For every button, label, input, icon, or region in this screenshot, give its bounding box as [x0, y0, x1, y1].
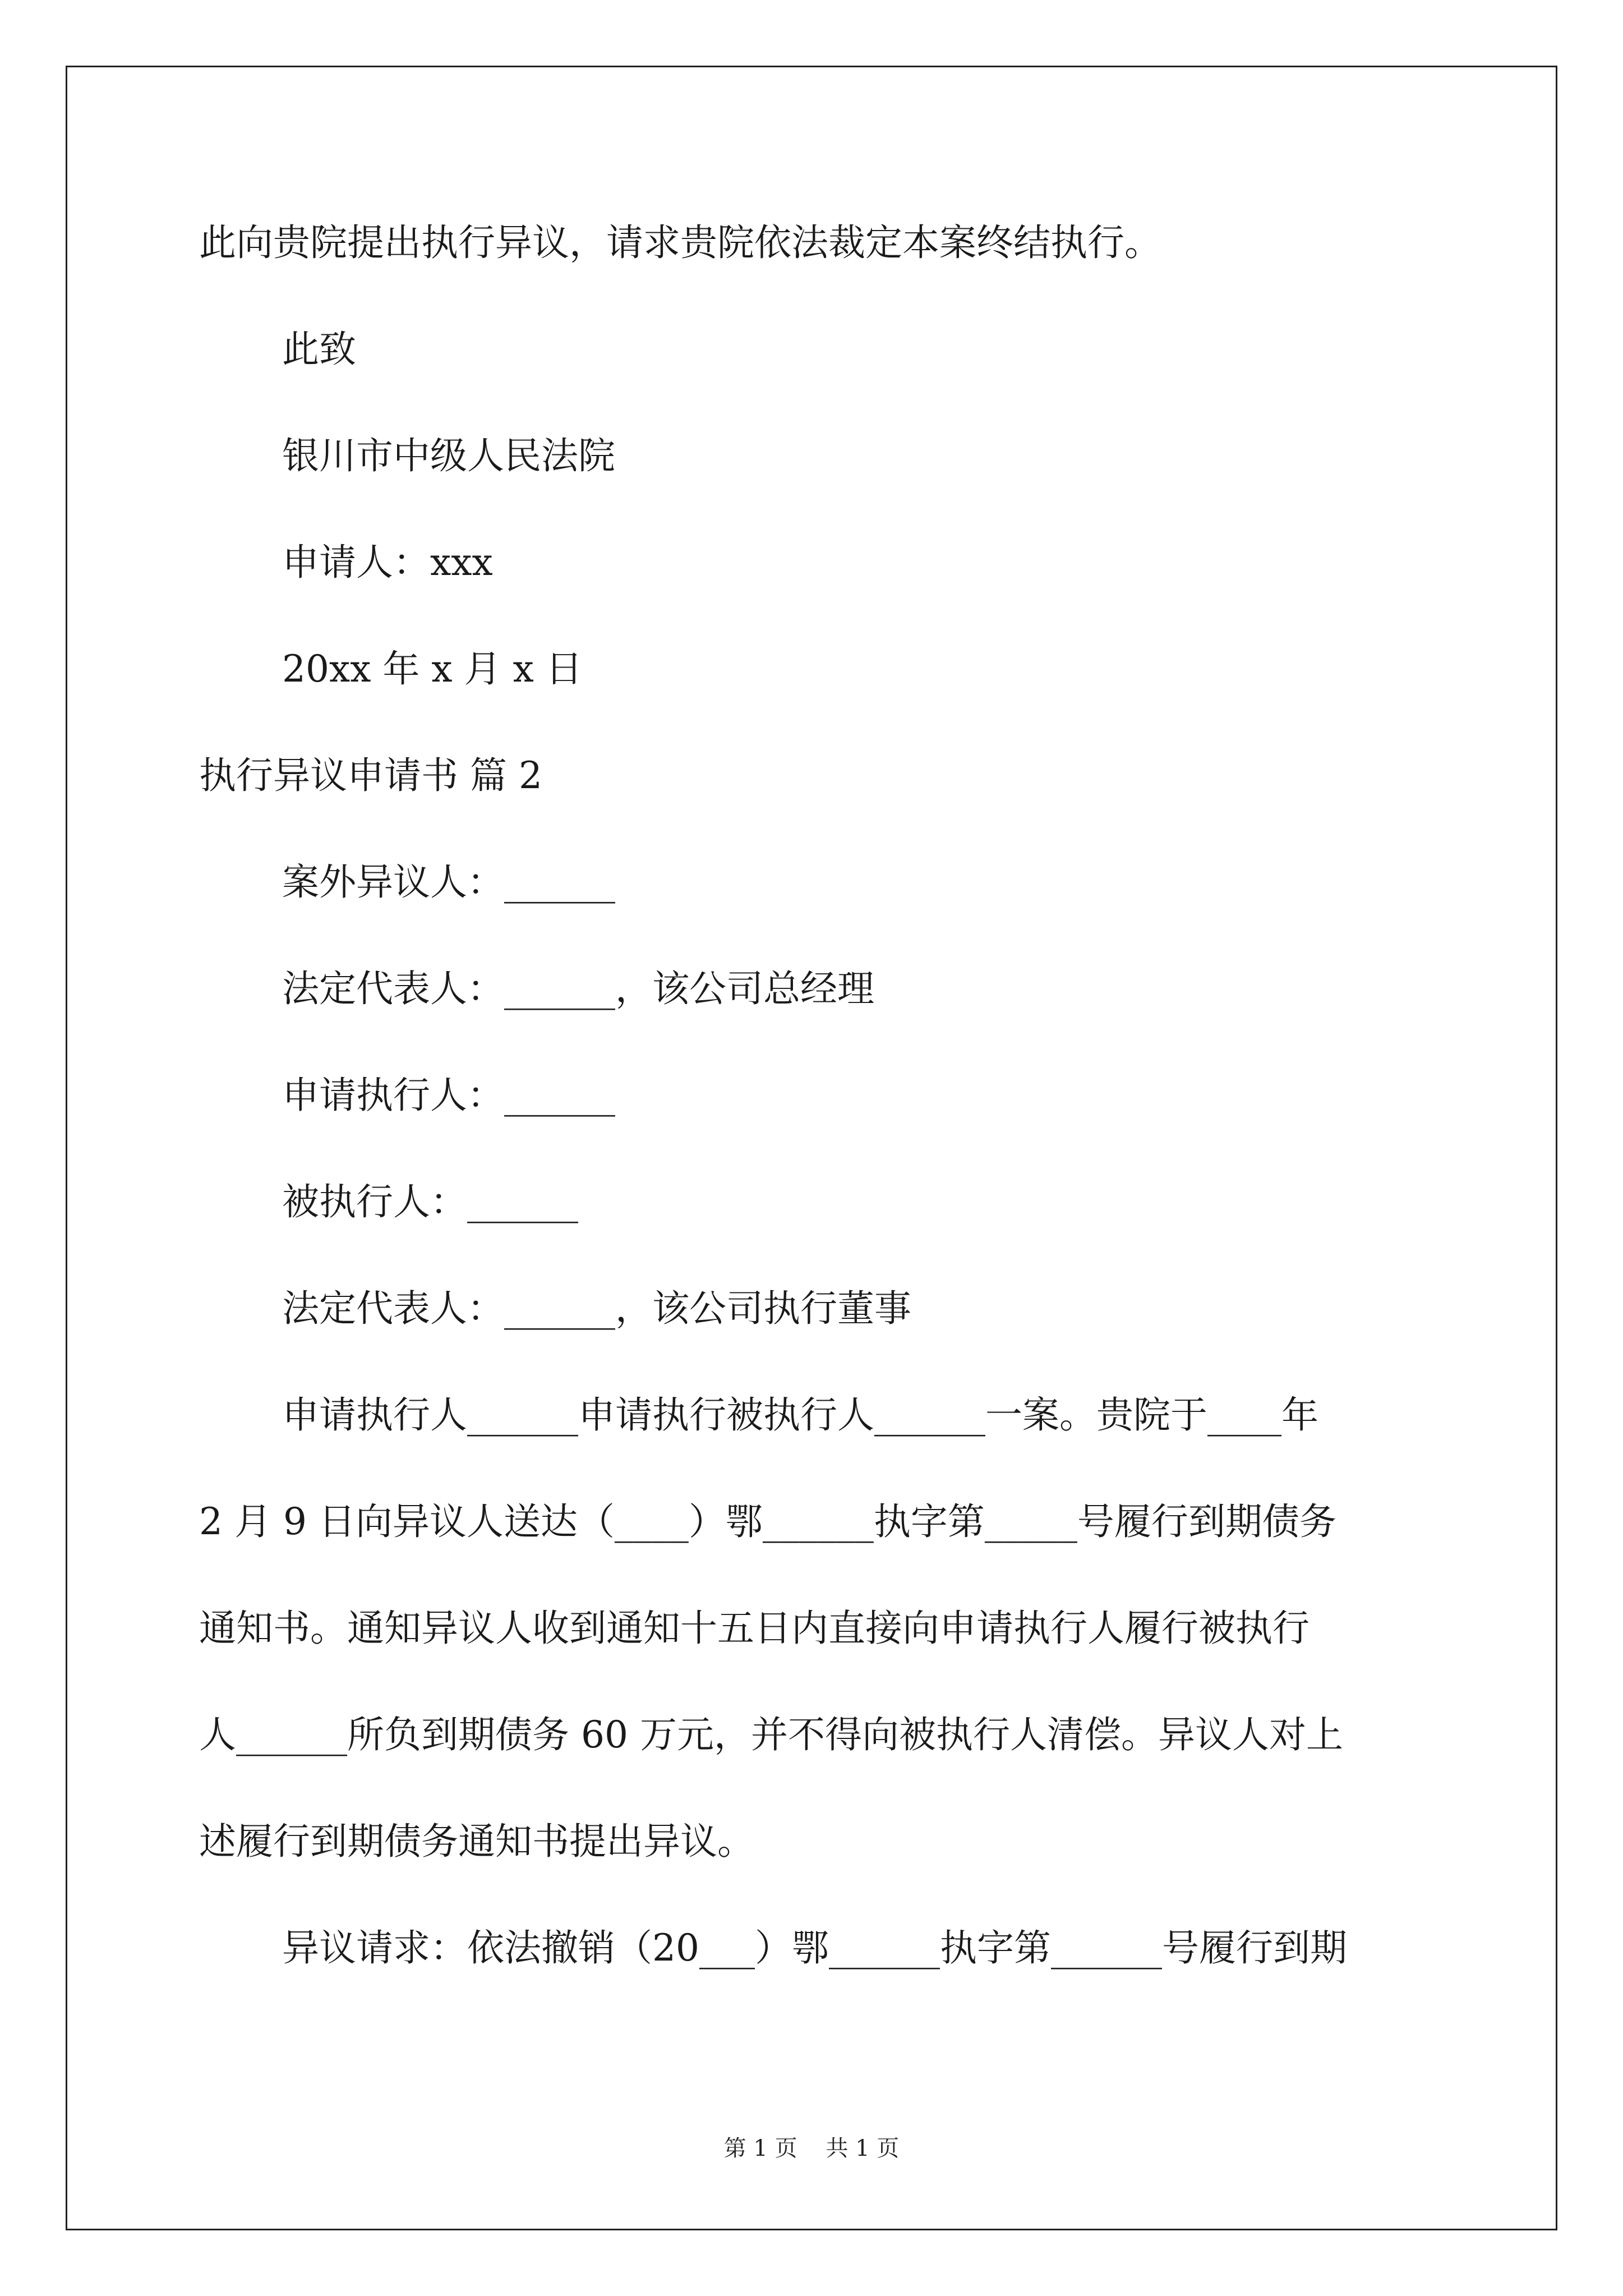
paragraph-line: 2 月 9 日向异议人送达（____）鄂______执字第_____号履行到期债务: [199, 1500, 1336, 1543]
page-number-footer: 第 1 页 共 1 页: [723, 2136, 900, 2161]
date-line: 20xx 年 x 月 x 日: [282, 647, 583, 691]
recipient-court: 银川市中级人民法院: [282, 434, 615, 477]
paragraph-line: 申请执行人______申请执行被执行人______一案。贵院于____年: [282, 1393, 1318, 1437]
enforcement-applicant-field: 申请执行人：______: [282, 1074, 615, 1117]
paragraph-line: 通知书。通知异议人收到通知十五日内直接向申请执行人履行被执行: [199, 1607, 1310, 1650]
paragraph-line: 述履行到期债务通知书提出异议。: [199, 1820, 754, 1863]
paragraph-line: 人______所负到期债务 60 万元，并不得向被执行人清偿。异议人对上: [199, 1713, 1343, 1756]
page-border: [66, 66, 1557, 2230]
applicant: 申请人：xxx: [282, 541, 493, 584]
enforced-party-field: 被执行人：______: [282, 1180, 578, 1223]
legal-representative-field: 法定代表人：______，该公司总经理: [282, 967, 874, 1010]
paragraph-line: 异议请求：依法撤销（20___）鄂______执字第______号履行到期: [282, 1926, 1347, 1970]
salutation: 此致: [282, 328, 356, 371]
paragraph-line: 此向贵院提出执行异议，请求贵院依法裁定本案终结执行。: [199, 221, 1161, 264]
section-heading: 执行异议申请书 篇 2: [199, 754, 542, 797]
objector-field: 案外异议人：______: [282, 861, 615, 904]
legal-representative-field: 法定代表人：______，该公司执行董事: [282, 1287, 911, 1330]
